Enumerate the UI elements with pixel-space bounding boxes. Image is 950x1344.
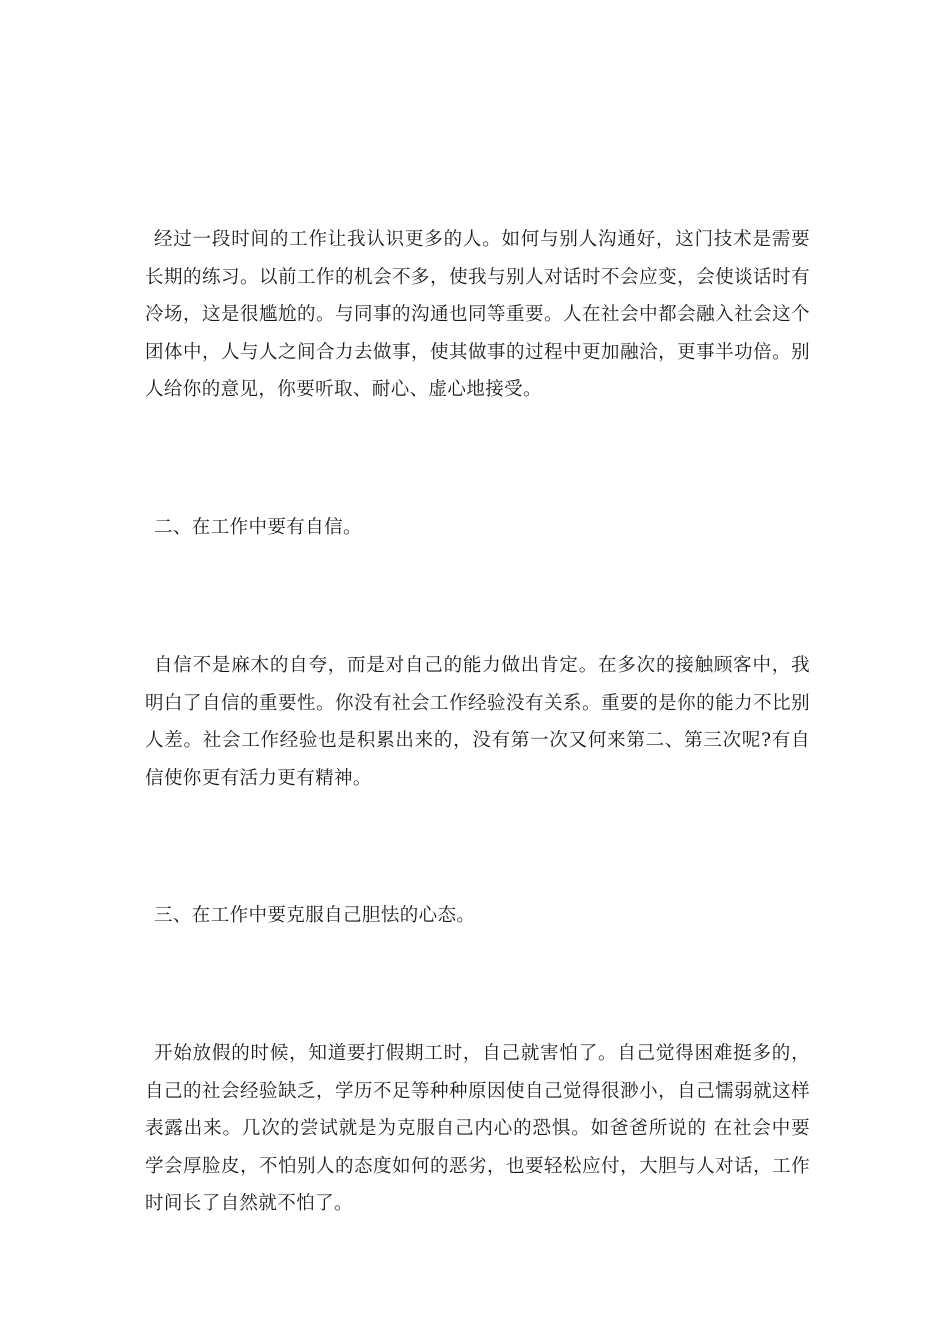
paragraph-communication: 经过一段时间的工作让我认识更多的人。如何与别人沟通好，这门技术是需要长期的练习。以前工作的机会不多，使我与别人对话时不会应变，会使谈话时有冷场，这是很尴尬的。与同事的沟通也同等重要。人在社会中都会融入社会这个团体中，人与人之间合力去做事，使其做事的过程中更加融洽，更事半功倍。别人给你的意见，你要听取、耐心、虚心地接受。 (145, 229, 810, 400)
section-heading-confidence: 二、在工作中要有自信。 (154, 517, 362, 538)
paragraph-confidence: 自信不是麻木的自夸，而是对自己的能力做出肯定。在多次的接触顾客中，我明白了自信的重要性。你没有社会工作经验没有关系。重要的是你的能力不比别人差。社会工作经验也是积累出来的，没有第一次又何来第二、第三次呢?有自信使你更有活力更有精神。 (145, 655, 810, 789)
paragraph-overcome-timidity: 开始放假的时候，知道要打假期工时，自己就害怕了。自己觉得困难挺多的，自己的社会经验缺乏，学历不足等种种原因使自己觉得很渺小，自己懦弱就这样表露出来。几次的尝试就是为克服自己内心的恐惧。如爸爸所说的 在社会中要学会厚脸皮，不怕别人的态度如何的恶劣，也要轻松应付，大胆与人对话，工作时间长了自然就不怕了。 (145, 1043, 810, 1214)
section-heading-overcome-timidity: 三、在工作中要克服自己胆怯的心态。 (154, 905, 476, 926)
